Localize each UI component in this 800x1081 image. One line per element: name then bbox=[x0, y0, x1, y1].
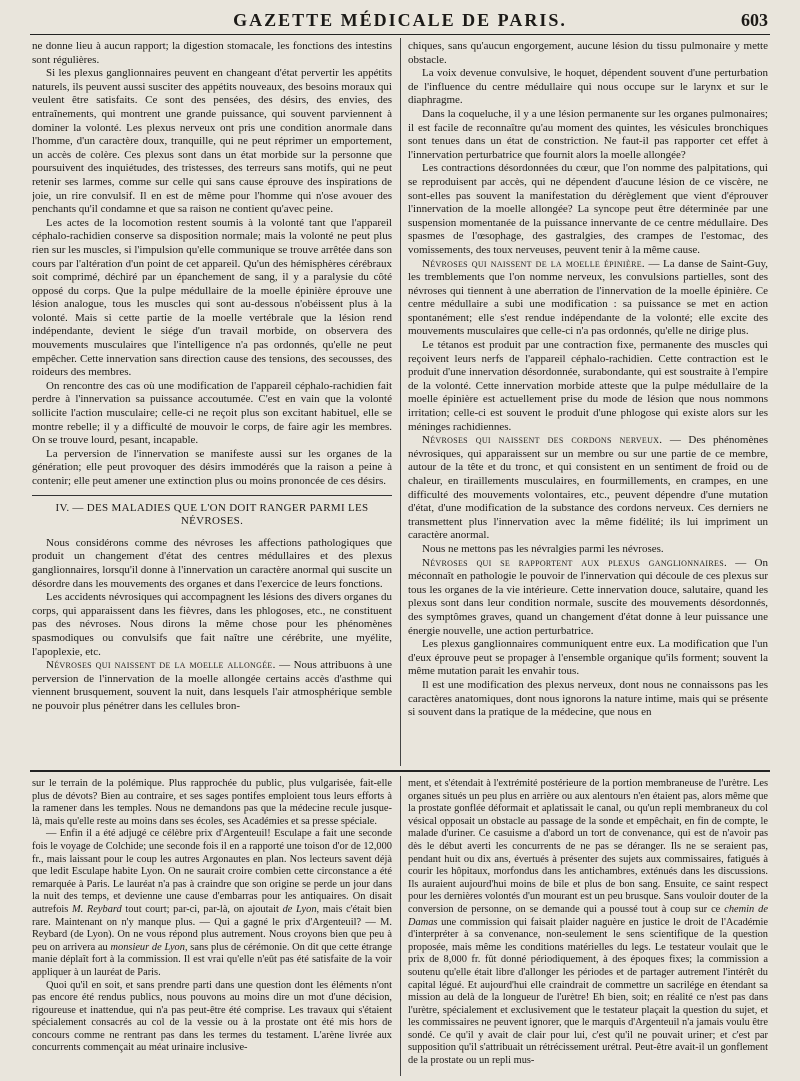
run-in-heading: Névroses qui naissent de la moelle épinière. bbox=[422, 257, 645, 270]
run-in-heading: Névroses qui naissent des cordons nerveux. bbox=[422, 434, 663, 447]
article-column-left bbox=[32, 40, 392, 768]
journal-title: GAZETTE MÉDICALE DE PARIS. bbox=[233, 10, 567, 30]
run-in-heading: Névroses qui se rapportent aux plexus ganglionnaires. bbox=[422, 556, 728, 569]
paragraph: Quoi qu'il en soit, et sans prendre parti dans une question dont les éléments n'ont pas encore été rendus publics, nous pouvons au moins dire un mot d'une décision, rigoureuse et inattendue, qui n'a pas peut-être été comprise. Les travaux qui s'étaient spécialement consacrés au col de la vessie ou à la prostate ont été mis hors de concours comme ne rentrant pas dans les termes du testament. L'arène livrée aux concurrents commençait au méat urinaire inclusive- bbox=[32, 979, 392, 1054]
paragraph: Les accidents névrosiques qui accompagnent les lésions des divers organes du corps, qui apparaissent dans les fièvres, dans les phlogoses, etc., ne constituent pas des névroses. Nous dirons la même chose pour les phénomènes spasmodiques ou convulsifs que fait naître une cérébrite, une myélite, l'apoplexie, etc. bbox=[32, 591, 392, 658]
paragraph bbox=[408, 434, 768, 543]
paragraph-text: tout court; par-ci, par-là, on ajoutait bbox=[121, 903, 283, 915]
paragraph: Il est une modification des plexus nerveux, dont nous ne connaissons pas les caractères anatomiques, dont nous ignorons la nature intime, mais qui se présente si souvent dans la pratique de la médecine, que nous en bbox=[408, 678, 768, 719]
section-heading: IV. — DES MALADIES QUE L'ON DOIT RANGER PARMI LES NÉVROSES. bbox=[32, 495, 392, 529]
column-divider-top bbox=[400, 38, 401, 766]
paragraph bbox=[408, 778, 768, 1068]
paragraph: Nous considérons comme des névroses les affections pathologiques que produit un changement d'état des centres médullaires et des plexus ganglionnaires, lorsqu'il donne à l'innervation un caractère anormal qui suscite un désordre dans les mouvements des organes et dans l'exercice de leurs fonctions. bbox=[32, 536, 392, 590]
paragraph-text: — Enfin il a été adjugé ce célèbre prix d'Argenteuil! Esculape a fait une seconde fois le voyage de Colchide; une seconde fois il en a rapporté une toison d'or de 12,000 fr., mais laissant pour le coup les autres Argonautes en plan. Nos lecteurs savent déjà que ledit Esculape habite Lyon. On ne saurait croire combien cette circonstance a été remarquée à Paris. Le lauréat n'a pas à craindre que son origine se perde un jour dans la nuit des temps, et devienne une cause d'embarras pour les antiquaires. On disait autrefois bbox=[32, 828, 392, 915]
paragraph-text: — On méconnaît en pathologie le pouvoir de l'innervation qui découle de ces plexus sur tous les organes de la vie intérieure. Cette innervation douce, salutaire, quand les plexus sont dans leur condition normale, suscite des mouvements désordonnés, des symptômes graves, quand un changement d'état donne à leur puissance une énergie nouvelle, une action perturbatrice. bbox=[408, 556, 768, 637]
paragraph-text: — La danse de Saint-Guy, les tremblements que l'on nomme nerveux, les convulsions partielles, sont des névroses qui tiennent à une aberration de l'innervation de la moelle épinière. Ce centre médullaire a subi une modification : sa puissance se met en action spontanément; elle s'est rendue indépendante de la volonté; elle excite des mouvements musculaires que celle-ci n'a pas ordonnés, qu'elle ne dirige plus. bbox=[408, 257, 768, 338]
paragraph: sur le terrain de la polémique. Plus rapprochée du public, plus vulgarisée, fait-elle plus de dévots? Bien au contraire, et ses sages pontifes emploient tous leurs efforts à la ramener dans les temples. Nous ne demandons pas que la médecine recule jusque-là, mais qu'elle reste au moins dans ses écoles, ses Académies et sa presse spéciale. bbox=[32, 778, 392, 827]
page-header bbox=[30, 4, 770, 34]
column-divider-bottom bbox=[400, 776, 401, 1076]
paragraph bbox=[408, 258, 768, 340]
paragraph: On rencontre des cas où une modification de l'appareil céphalo-rachidien fait perdre à l'innervation sa puissance accoutumée. C'est en vain que la volonté sollicite l'action musculaire; celle-ci ne reçoit plus son excitant habituel, elle se montre rebelle; il y a difficulté de mouvoir le corps, de faire agir les membres. On se trouve lourd, pesant, incapable. bbox=[32, 379, 392, 447]
person-name: M. Reybard bbox=[72, 903, 122, 915]
paragraph-text: — Des phénomènes névrosiques, qui apparaissent sur un membre ou sur une partie de ce membre, autour de la tête et du tronc, et qui consistent en un sentiment de froid ou de chaleur, en tiraillements musculaires, en fourmillements, en crampes, en une difficulté des mouvements volontaires, etc., peuvent dépendre d'une mutation d'état, d'une modification de la substance des cordons nerveux. Ces derniers ne transmettent plus l'innervation avec la même fidélité; ils lui impriment un caractère anormal. bbox=[408, 434, 768, 542]
paragraph-text: , sans plus de cérémonie. On dit que cette étrange manie déplaît fort à la commission. Il est vrai qu'elle n'eût pas été satisfaite de la voir appliquer à un lauréat de Paris. bbox=[32, 941, 392, 978]
paragraph: chiques, sans qu'aucun engorgement, aucune lésion du tissu pulmonaire y mette obstacle. bbox=[408, 40, 768, 66]
paragraph bbox=[408, 557, 768, 639]
paragraph: Le tétanos est produit par une contraction fixe, permanente des muscles qui reçoivent leurs nerfs de l'appareil céphalo-rachidien. Cette contraction est le produit d'une innervation désordonnée, surabondante, qui est soustraite à l'empire de la volonté. Cette innervation morbide atteste que la pulpe médullaire de la moelle épinière est actuellement prise du mode de lésion que nous nommons irritation; celle-ci est souvent le produit d'une phlogose qui existe alors sur les méninges rachidiennes. bbox=[408, 339, 768, 433]
paragraph-text: — Nous attribuons à une perversion de l'innervation de la moelle allongée certains accès d'asthme qui viennent brusquement, souvent la nuit, dans lesquels l'air atmosphérique semble ne pouvoir plus pénétrer dans les cellules bron- bbox=[32, 659, 392, 712]
paragraph-text: une commission qui faisait plaider naguère en justice le droit de l'Académie d'interpréter à sa convenance, non-seulement le sens scientifique de la question proposée, mais même les conditions matérielles du legs. Le testateur voulait que le prix de 8,000 fr. fût donné périodiquement, à des époques fixes; la commission a soutenu qu'elle était libre d'allonger les périodes et de partager autrement l'intérêt du capital légué. Et aujourd'hui elle craindrait de commettre un sacrilége en étendant sa mission au delà de la longueur de l'urètre! Eh bien, soit; en réalité ce n'est pas dans l'urètre, spécialement et exclusivement que le testateur plaçait la question du sujet, et les commissaires ne peuvent ignorer, que le marquis d'Argenteuil n'a jamais voulu être sondé. Ce qu'il y avait de clair pour lui, c'est qu'il ne pouvait uriner; et c'est par supposition qu'il s'attribuait un rétrécissement urétral. Peut-être avait-il un gonflement de la prostate ou un repli mus- bbox=[408, 916, 768, 1067]
paragraph bbox=[32, 659, 392, 713]
paragraph: ne donne lieu à aucun rapport; la digestion stomacale, les fonctions des intestins sont régulières. bbox=[32, 40, 392, 66]
feuilleton-column-left bbox=[32, 778, 392, 1078]
paragraph: La perversion de l'innervation se manifeste aussi sur les organes de la génération; elle peut provoquer des désirs immodérés que la raison a peine à contenir; elle peut amener une extinction plus ou moins prononcée de ces désirs. bbox=[32, 447, 392, 487]
emphasis-text: chemin de Damas bbox=[408, 903, 768, 928]
feuilleton-rule bbox=[30, 770, 770, 772]
paragraph: Si les plexus ganglionnaires peuvent en changeant d'état pervertir les appétits naturels, ils peuvent aussi susciter des appétits nouveaux, des besoins moraux qui veulent être satisfaits. Ce sont des pensées, des désirs, des envies, des entraînements, qui montrent une grande puissance, qui souvent parviennent à dominer la volonté. Les plexus nerveux ont pris une condition anormale dans l'homme, d'un caractère doux, tranquille, qui ne peut réprimer un emportement, un accès de colère. Ces plexus sont dans un état morbide sur la personne que poursuivent des inquiétudes, des tristesses, des terreurs sans motifs, qui ne peut retenir ses larmes, comme sur celle qui sans cause éprouve des inspirations de joie, un rire convulsif. Il en est de même pour l'homme qui n'ose avouer des penchants qu'il condamne et que sa raison ne contient qu'avec peine. bbox=[32, 67, 392, 216]
place-name: de Lyon bbox=[282, 903, 317, 915]
run-in-heading: Névroses qui naissent de la moelle allongée. bbox=[46, 659, 276, 672]
page-number: 603 bbox=[741, 10, 768, 30]
header-rule bbox=[30, 34, 770, 35]
paragraph: Les contractions désordonnées du cœur, que l'on nomme des palpitations, qui se reproduisent par accès, qui ne dépendent d'aucune lésion de ce viscère, ne sont-elles pas souvent la manifestation du dérèglement que vient d'éprouver l'innervation de la moelle allongée? La syncope peut être déterminée par une suspension momentanée de la puissance innervante de ce centre médullaire. Des spasmes de l'œsophage, des gastralgies, des crampes de l'estomac, des vomissements, des toux nerveuses, peuvent tenir à la même cause. bbox=[408, 162, 768, 256]
paragraph: La voix devenue convulsive, le hoquet, dépendent souvent d'une perturbation de l'influence du centre médullaire qui nous occupe sur le larynx et sur le diaphragme. bbox=[408, 67, 768, 107]
paragraph: Les plexus ganglionnaires communiquent entre eux. La modification que l'un d'eux éprouve peut se propager à l'ensemble organique qu'ils forment; souvent la même mutation parait les envahir tous. bbox=[408, 638, 768, 678]
paragraph: Nous ne mettons pas les névralgies parmi les névroses. bbox=[422, 542, 664, 555]
feuilleton-column-right bbox=[408, 778, 768, 1078]
paragraph: Les actes de la locomotion restent soumis à la volonté tant que l'appareil céphalo-rachidien conserve sa disposition normale; mais la volonté ne peut plus rien sur les muscles, si l'impulsion qu'elle communique se trouve arrêtée dans son cours par l'altération d'un point de cet appareil. Qu'un des hémisphères cérébraux soit comprimé, déchiré par un épanchement de sang, il y a paralysie du côté opposé du corps. Que la pulpe médullaire de la moelle épinière éprouve une lésion analogue, tous les muscles qui sont au-dessous n'obéissent plus à la volonté. Mais si cette partie de la moelle vertébrale que la lésion rend indépendante, devient le siége d'un travail morbide, on observera des mouvements musculaires que l'intelligence n'a pas ordonnés, qu'elle ne peut empêcher. Cette innervation sans direction cause des tensions, des secousses, des roideurs des membres. bbox=[32, 216, 392, 379]
paragraph bbox=[32, 828, 392, 979]
article-column-right bbox=[408, 40, 768, 768]
emphasis-text: monsieur de Lyon bbox=[110, 941, 185, 953]
paragraph: Dans la coqueluche, il y a une lésion permanente sur les organes pulmonaires; il est facile de reconnaître qu'au moment des quintes, les vésicules bronchiques sont tenues dans un état de constriction. Ne faut-il pas rapporter cet effet à l'innervation perturbatrice que fournit alors la moelle allongée? bbox=[408, 107, 768, 161]
paragraph-text: , mais c'était bien rare. Maintenant on n'y manque plus. — Qui a gagné le prix d'Argenteuil? — M. Reybard (de Lyon). On ne vous répond plus autrement. Nous croyons bien que peu à peu on arrivera au bbox=[32, 903, 392, 953]
paragraph-text: ment, et s'étendait à l'extrémité postérieure de la portion membraneuse de l'urètre. Les organes situés un peu plus en arrière ou aux alentours n'en étaient pas, alors même que la prostate gonflée déformait et aplatissait le canal, ou qu'un repli membraneux du col vésical opposait un obstacle au passage de la sonde et empêchait, en fin de compte, le malade d'uriner. Ce casuisme a d'abord un tort de convenance, qui est de n'avoir pas dès le début averti les concurrents de ne pas se déranger. Ils ne se seraient pas, pendant huit ou dix ans, évertués à présenter des sujets aux commissaires, fatigués à courir les hôpitaux, morfondus dans les antichambres, exténués dans les discussions. Ils auraient aujourd'hui moins de bile et plus de bon sang. Ensuite, ce saint respect pour les dernières volontés d'un mourant est un peu brusque. Sans vouloir douter de la conversion de personne, on se demande qui a poussé tout à coup sur ce bbox=[408, 778, 768, 915]
